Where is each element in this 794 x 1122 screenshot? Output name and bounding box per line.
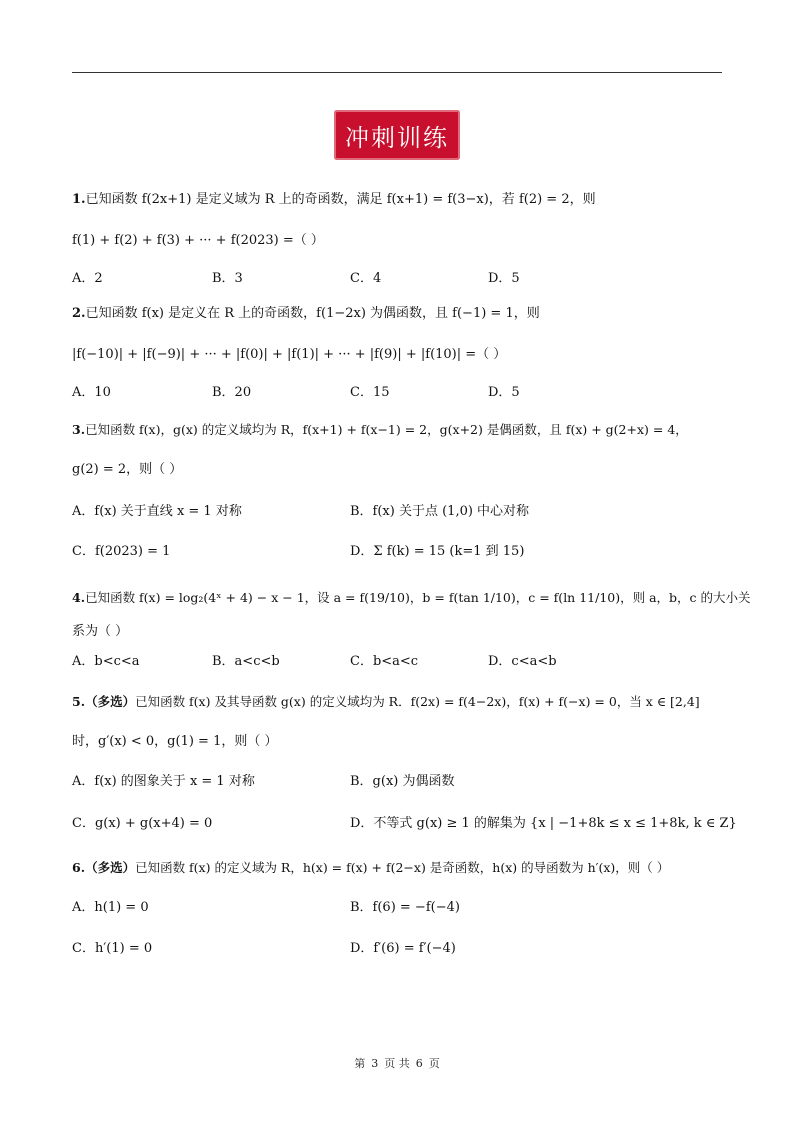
option-b: B．20 bbox=[212, 385, 252, 400]
question-text: 已知函数 f(x) 的定义域为 R，h(x) = f(x) + f(2−x) 是奇函数，h(x) 的导函数为 h′(x)，则（ ） bbox=[135, 860, 670, 875]
question-text: 已知函数 f(x) = log₂(4ˣ + 4) − x − 1，设 a = f(19/10)，b = f(tan 1/10)，c = f(ln 11/10)，则 a，b，c 的大小关 bbox=[85, 590, 751, 605]
footer-page-number: 3 bbox=[371, 1057, 379, 1070]
footer-total-pages: 6 bbox=[415, 1057, 423, 1070]
option-a: A．f(x) 关于直线 x = 1 对称 bbox=[72, 504, 242, 519]
option-c: C．4 bbox=[350, 271, 382, 286]
question-1-line2: f(1) + f(2) + f(3) + ··· + f(2023) =（ ） bbox=[72, 233, 324, 248]
question-number: 1. bbox=[72, 192, 86, 207]
question-1 bbox=[72, 190, 596, 210]
question-text: 已知函数 f(2x+1) 是定义域为 R 上的奇函数，满足 f(x+1) = f(3−x)，若 f(2) = 2，则 bbox=[85, 192, 596, 207]
option-a: A．10 bbox=[72, 385, 111, 400]
question-4-line2: 系为（ ） bbox=[72, 624, 129, 639]
page-footer bbox=[0, 1055, 794, 1071]
question-4 bbox=[72, 588, 751, 608]
question-6 bbox=[72, 858, 669, 878]
option-b: B．f(x) 关于点 (1,0) 中心对称 bbox=[350, 504, 530, 519]
question-text: 已知函数 f(x) 是定义在 R 上的奇函数，f(1−2x) 为偶函数，且 f(−1) = 1，则 bbox=[85, 306, 540, 321]
option-a: A．h(1) = 0 bbox=[72, 900, 149, 915]
question-number: 6. bbox=[72, 860, 86, 875]
question-5-line2: 时，g′(x) < 0，g(1) = 1，则（ ） bbox=[72, 734, 278, 749]
question-3-line2: g(2) = 2，则（ ） bbox=[72, 462, 183, 477]
section-banner bbox=[334, 110, 460, 160]
header-rule bbox=[72, 72, 722, 73]
option-b: B．3 bbox=[212, 271, 243, 286]
question-text: 已知函数 f(x) 及其导函数 g(x) 的定义域均为 R．f(2x) = f(4−2x)，f(x) + f(−x) = 0，当 x ∈ [2,4] bbox=[135, 694, 700, 709]
option-c: C．h′(1) = 0 bbox=[72, 941, 153, 956]
multi-choice-tag: （多选） bbox=[85, 694, 136, 709]
option-c: C．g(x) + g(x+4) = 0 bbox=[72, 816, 213, 831]
option-a: A．f(x) 的图象关于 x = 1 对称 bbox=[72, 774, 255, 789]
question-5 bbox=[72, 692, 700, 712]
option-b: B．g(x) 为偶函数 bbox=[350, 774, 455, 789]
option-d: D．f′(6) = f′(−4) bbox=[350, 941, 456, 956]
footer-prefix: 第 bbox=[354, 1057, 366, 1070]
option-c: C．15 bbox=[350, 385, 390, 400]
option-d: D．Σ f(k) = 15 (k=1 到 15) bbox=[350, 544, 525, 559]
footer-mid: 页 共 bbox=[384, 1057, 410, 1070]
footer-suffix: 页 bbox=[428, 1057, 440, 1070]
option-b: B．a<c<b bbox=[212, 654, 280, 669]
option-d: D．c<a<b bbox=[488, 654, 557, 669]
question-text: 已知函数 f(x)，g(x) 的定义域均为 R，f(x+1) + f(x−1) = 2，g(x+2) 是偶函数，且 f(x) + g(2+x) = 4， bbox=[85, 422, 688, 437]
question-number: 2. bbox=[72, 306, 86, 321]
banner-title: 冲刺训练 bbox=[345, 123, 449, 152]
multi-choice-tag: （多选） bbox=[85, 860, 136, 875]
option-a: A．2 bbox=[72, 271, 103, 286]
option-b: B．f(6) = −f(−4) bbox=[350, 900, 460, 915]
option-c: C．f(2023) = 1 bbox=[72, 544, 171, 559]
question-2 bbox=[72, 304, 540, 324]
question-3 bbox=[72, 420, 688, 440]
option-a: A．b<c<a bbox=[72, 654, 140, 669]
option-d: D．5 bbox=[488, 385, 520, 400]
question-number: 4. bbox=[72, 590, 86, 605]
option-d: D．5 bbox=[488, 271, 520, 286]
option-c: C．b<a<c bbox=[350, 654, 419, 669]
question-2-line2: |f(−10)| + |f(−9)| + ··· + |f(0)| + |f(1)| + ··· + |f(9)| + |f(10)| =（ ） bbox=[72, 347, 507, 362]
option-d: D．不等式 g(x) ≥ 1 的解集为 {x | −1+8k ≤ x ≤ 1+8k, k ∈ Z} bbox=[350, 816, 737, 831]
question-number: 5. bbox=[72, 694, 86, 709]
question-number: 3. bbox=[72, 422, 86, 437]
